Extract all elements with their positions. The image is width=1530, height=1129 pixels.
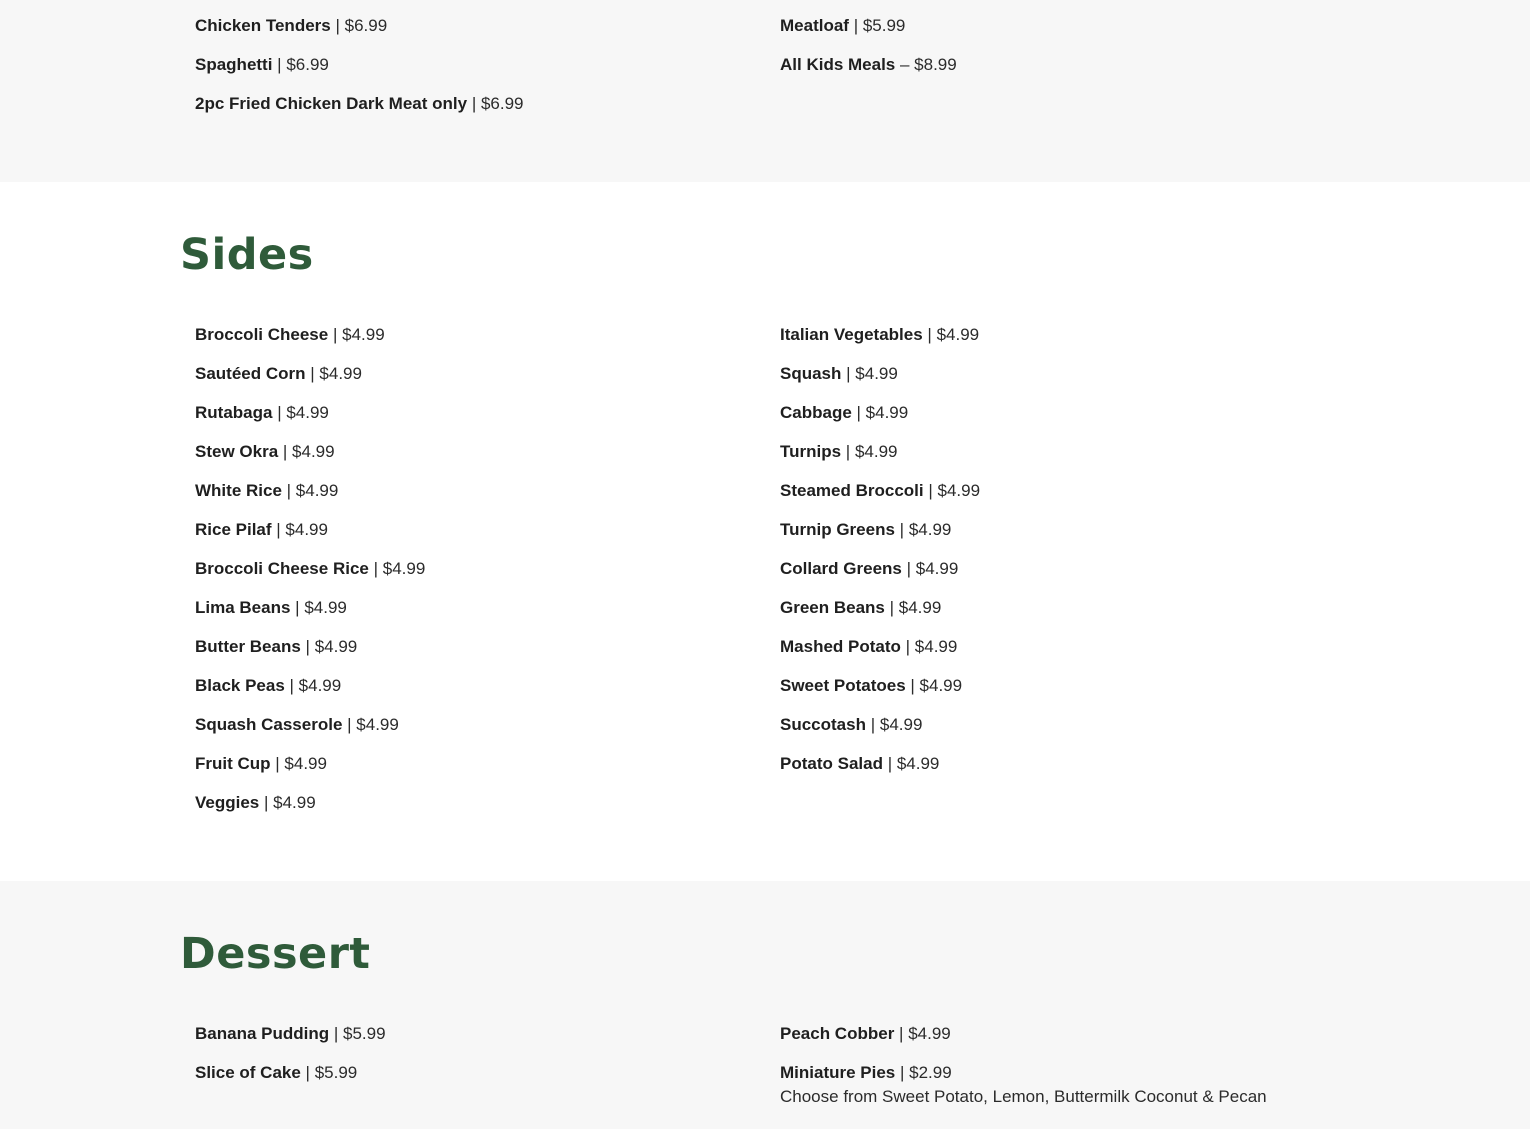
menu-item xyxy=(195,403,425,442)
menu-item xyxy=(780,1063,1267,1106)
sides-right-column xyxy=(780,325,980,793)
item-separator: – xyxy=(895,55,915,74)
dessert-left-column xyxy=(195,1024,386,1102)
item-price: $4.99 xyxy=(879,715,923,734)
menu-item xyxy=(195,559,425,598)
item-price: $4.99 xyxy=(273,793,316,812)
item-price: $4.99 xyxy=(908,1024,951,1043)
item-price: $4.99 xyxy=(314,637,358,656)
item-separator: | xyxy=(851,403,866,422)
menu-item xyxy=(195,325,425,364)
item-separator: | xyxy=(271,520,286,539)
item-name: Miniature Pies xyxy=(780,1063,896,1082)
menu-item xyxy=(780,598,980,637)
sides-left-column xyxy=(195,325,425,832)
item-price: $4.99 xyxy=(292,442,335,461)
item-separator: | xyxy=(272,55,287,74)
item-name: Fruit Cup xyxy=(195,754,271,773)
item-name: Turnip Greens xyxy=(780,520,895,539)
item-name: Butter Beans xyxy=(195,637,301,656)
item-name: Broccoli Cheese Rice xyxy=(195,559,369,578)
item-separator: | xyxy=(330,16,345,35)
item-separator: | xyxy=(922,325,937,344)
item-name: Squash xyxy=(780,364,842,383)
item-name: Green Beans xyxy=(780,598,885,617)
item-note: Choose from Sweet Potato, Lemon, Buttermilk Coconut & Pecan xyxy=(780,1086,1267,1106)
item-name: Black Peas xyxy=(195,676,285,695)
item-price: $4.99 xyxy=(298,676,342,695)
item-separator: | xyxy=(865,715,880,734)
item-separator: | xyxy=(284,676,299,695)
item-separator: | xyxy=(895,1063,910,1082)
item-separator: | xyxy=(882,754,897,773)
kids-menu-right-column xyxy=(780,16,957,94)
item-separator: | xyxy=(848,16,863,35)
item-price: $4.99 xyxy=(898,598,942,617)
item-price: $4.99 xyxy=(936,325,980,344)
menu-item xyxy=(780,16,957,55)
item-name: Veggies xyxy=(195,793,260,812)
item-name: Collard Greens xyxy=(780,559,902,578)
menu-item xyxy=(780,754,980,793)
menu-item xyxy=(195,637,425,676)
item-separator: | xyxy=(900,637,915,656)
menu-item xyxy=(195,55,524,94)
item-name: 2pc Fried Chicken Dark Meat only xyxy=(195,94,468,113)
item-name: Succotash xyxy=(780,715,866,734)
menu-item xyxy=(780,364,980,403)
item-price: $6.99 xyxy=(286,55,329,74)
menu-item xyxy=(195,1063,386,1102)
item-price: $4.99 xyxy=(319,364,362,383)
menu-item xyxy=(195,715,425,754)
menu-item xyxy=(780,559,980,598)
item-separator: | xyxy=(342,715,357,734)
item-price: $6.99 xyxy=(480,94,524,113)
item-separator: | xyxy=(905,676,920,695)
item-name: All Kids Meals xyxy=(780,55,896,74)
item-name: Chicken Tenders xyxy=(195,16,331,35)
menu-item xyxy=(195,598,425,637)
item-price: $6.99 xyxy=(344,16,388,35)
menu-item xyxy=(780,55,957,94)
item-price: $4.99 xyxy=(865,403,909,422)
kids-menu-left-column xyxy=(195,16,524,133)
item-price: $5.99 xyxy=(343,1024,386,1043)
item-separator: | xyxy=(901,559,916,578)
menu-item xyxy=(780,403,980,442)
item-name: Turnips xyxy=(780,442,842,461)
kids-menu-section xyxy=(0,0,1530,182)
item-price: $4.99 xyxy=(356,715,399,734)
item-price: $8.99 xyxy=(914,55,957,74)
item-name: Banana Pudding xyxy=(195,1024,330,1043)
dessert-right-column xyxy=(780,1024,1267,1106)
item-separator: | xyxy=(841,442,855,461)
item-price: $4.99 xyxy=(284,754,327,773)
menu-item xyxy=(195,94,524,133)
item-separator: | xyxy=(270,754,285,773)
item-name: Squash Casserole xyxy=(195,715,343,734)
item-separator: | xyxy=(467,94,481,113)
item-price: $5.99 xyxy=(314,1063,358,1082)
menu-item xyxy=(195,16,524,55)
menu-item xyxy=(780,715,980,754)
item-price: $4.99 xyxy=(855,364,898,383)
menu-item xyxy=(780,520,980,559)
menu-item xyxy=(195,754,425,793)
item-name: Mashed Potato xyxy=(780,637,901,656)
item-price: $4.99 xyxy=(295,481,339,500)
menu-item xyxy=(780,325,980,364)
menu-item xyxy=(195,364,425,403)
item-name: Sweet Potatoes xyxy=(780,676,906,695)
item-separator: | xyxy=(300,1063,315,1082)
item-separator: | xyxy=(328,325,343,344)
item-price: $2.99 xyxy=(909,1063,952,1082)
item-separator: | xyxy=(894,520,909,539)
menu-item xyxy=(780,481,980,520)
item-price: $4.99 xyxy=(382,559,426,578)
item-separator: | xyxy=(923,481,938,500)
item-price: $4.99 xyxy=(915,559,959,578)
item-price: $4.99 xyxy=(919,676,963,695)
item-name: Slice of Cake xyxy=(195,1063,301,1082)
item-price: $4.99 xyxy=(914,637,958,656)
sides-heading: Sides xyxy=(180,230,314,280)
item-price: $4.99 xyxy=(908,520,952,539)
item-name: Sautéed Corn xyxy=(195,364,306,383)
item-price: $5.99 xyxy=(862,16,906,35)
item-price: $4.99 xyxy=(285,520,328,539)
item-separator: | xyxy=(841,364,856,383)
item-price: $4.99 xyxy=(896,754,940,773)
menu-item xyxy=(195,793,425,832)
menu-item xyxy=(195,520,425,559)
item-name: Rice Pilaf xyxy=(195,520,272,539)
item-separator: | xyxy=(281,481,296,500)
menu-item xyxy=(195,676,425,715)
item-price: $4.99 xyxy=(304,598,347,617)
item-separator: | xyxy=(305,364,320,383)
item-separator: | xyxy=(278,442,293,461)
item-separator: | xyxy=(884,598,899,617)
item-separator: | xyxy=(300,637,315,656)
menu-item xyxy=(195,1024,386,1063)
menu-item xyxy=(780,1024,1267,1063)
item-name: Stew Okra xyxy=(195,442,279,461)
item-separator: | xyxy=(894,1024,909,1043)
item-name: Meatloaf xyxy=(780,16,849,35)
dessert-heading: Dessert xyxy=(180,929,371,979)
menu-item xyxy=(780,442,980,481)
sides-section xyxy=(0,182,1530,881)
item-name: Rutabaga xyxy=(195,403,273,422)
item-name: Cabbage xyxy=(780,403,852,422)
item-name: Potato Salad xyxy=(780,754,883,773)
item-separator: | xyxy=(290,598,305,617)
item-price: $4.99 xyxy=(854,442,898,461)
item-separator: | xyxy=(259,793,274,812)
item-name: White Rice xyxy=(195,481,282,500)
item-price: $4.99 xyxy=(937,481,981,500)
item-price: $4.99 xyxy=(286,403,329,422)
item-name: Italian Vegetables xyxy=(780,325,923,344)
item-name: Steamed Broccoli xyxy=(780,481,924,500)
menu-item xyxy=(195,442,425,481)
item-separator: | xyxy=(368,559,383,578)
item-separator: | xyxy=(272,403,287,422)
menu-item xyxy=(780,637,980,676)
item-price: $4.99 xyxy=(342,325,385,344)
item-name: Spaghetti xyxy=(195,55,273,74)
item-name: Peach Cobber xyxy=(780,1024,895,1043)
dessert-section xyxy=(0,881,1530,1129)
item-name: Lima Beans xyxy=(195,598,291,617)
item-name: Broccoli Cheese xyxy=(195,325,329,344)
menu-item xyxy=(195,481,425,520)
item-separator: | xyxy=(329,1024,343,1043)
menu-item xyxy=(780,676,980,715)
